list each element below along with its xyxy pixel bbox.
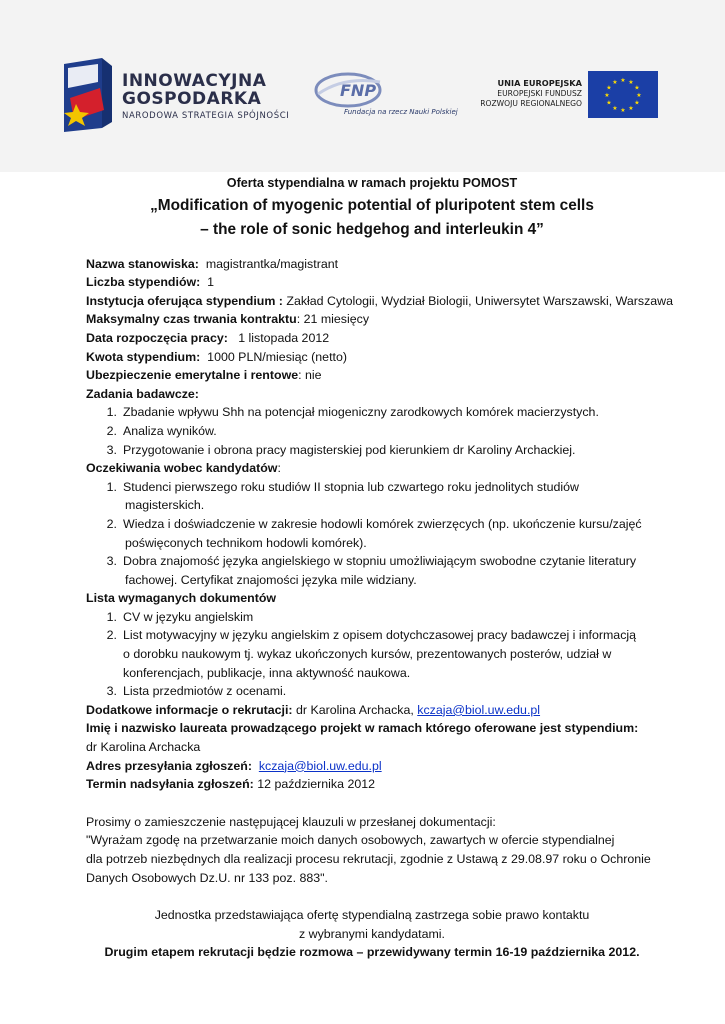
list-text: Zbadanie wpływu Shh na potencjał miogeniczny zarodkowych komórek macierzystych. bbox=[123, 405, 599, 420]
offer-title: Oferta stypendialna w ramach projektu POMOST bbox=[226, 176, 518, 190]
list-text: CV w języku angielskim bbox=[123, 609, 254, 624]
list-text: Przygotowanie i obrona pracy magisterskiej pod kierunkiem dr Karoliny Archackiej. bbox=[123, 442, 576, 457]
list-text-line: Studenci pierwszego roku studiów II stopnia lub czwartego roku jednolitych studiów bbox=[123, 479, 579, 494]
clause-line: "Wyrażam zgodę na przetwarzanie moich danych osobowych, zawartych w ofercie stypendialnej bbox=[86, 833, 615, 848]
list-item bbox=[86, 552, 658, 589]
field-start-date bbox=[86, 329, 658, 348]
field-deadline bbox=[86, 775, 658, 794]
fnp-logo bbox=[314, 70, 459, 122]
clause-line: Danych Osobowych Dz.U. nr 133 poz. 883". bbox=[86, 870, 329, 885]
position-label: Nazwa stanowiska: bbox=[86, 256, 199, 271]
svg-text:★: ★ bbox=[612, 79, 618, 86]
list-text-line: poświęconych technikom hodowli komórek). bbox=[125, 535, 367, 550]
list-text-line: fachowej. Certyfikat znajomości języka mile widziany. bbox=[125, 572, 417, 587]
position-value: magistrantka/magistrant bbox=[205, 256, 339, 271]
offer-document bbox=[86, 174, 674, 962]
fnp-abbr: FNP bbox=[340, 81, 377, 100]
expectations-list bbox=[86, 478, 658, 590]
clause-line: dla potrzeb niezbędnych dla realizacji procesu rekrutacji, zgodnie z Ustawą z 29.08.97 roku o Ochronie bbox=[86, 852, 651, 866]
list-text-line: Dobra znajomość języka angielskiego w stopniu umożliwiającym swobodne czytanie literatury bbox=[123, 554, 637, 569]
expectations-heading-suffix: : bbox=[277, 461, 281, 476]
duration-label: Maksymalny czas trwania kontraktu bbox=[86, 312, 297, 327]
svg-text:★: ★ bbox=[620, 77, 626, 84]
eu-logo-text bbox=[468, 78, 582, 110]
svg-text:★: ★ bbox=[604, 92, 610, 99]
list-number: 1. bbox=[106, 609, 117, 624]
list-number: 3. bbox=[106, 442, 117, 457]
tasks-heading: Zadania badawcze: bbox=[86, 386, 199, 401]
svg-text:★: ★ bbox=[634, 99, 640, 107]
list-item bbox=[86, 478, 658, 515]
list-number: 1. bbox=[106, 405, 117, 420]
field-address bbox=[86, 757, 658, 776]
field-institution bbox=[86, 292, 674, 311]
field-position bbox=[86, 255, 658, 274]
address-email-link[interactable]: kczaja@biol.uw.edu.pl bbox=[258, 758, 382, 773]
start-label: Data rozpoczęcia pracy: bbox=[86, 330, 228, 345]
svg-text:★: ★ bbox=[634, 84, 640, 92]
start-value: 1 listopada 2012 bbox=[238, 330, 330, 345]
list-number: 3. bbox=[106, 554, 117, 569]
list-number: 2. bbox=[106, 516, 117, 531]
count-label: Liczba stypendiów: bbox=[86, 275, 201, 290]
fnp-caption: Fundacja na rzecz Nauki Polskiej bbox=[344, 108, 458, 116]
svg-text:★: ★ bbox=[636, 92, 642, 99]
deadline-label: Termin nadsyłania zgłoszeń: bbox=[86, 777, 254, 792]
institution-value: Zakład Cytologii, Wydział Biologii, Uniwersytet Warszawski, Warszawa bbox=[286, 293, 674, 308]
list-number: 2. bbox=[106, 423, 117, 438]
count-value: 1 bbox=[207, 275, 215, 290]
list-text-line: o dorobku naukowym tj. wykaz ukończonych kursów, prezentowanych posterów, udział w bbox=[123, 647, 612, 662]
amount-value: 1000 PLN/miesiąc (netto) bbox=[207, 349, 347, 364]
eu-flag-icon bbox=[588, 71, 658, 118]
ig-logo-line2: GOSPODARKA bbox=[122, 89, 262, 109]
list-text: Analiza wyników. bbox=[123, 423, 217, 438]
documents-heading: Lista wymaganych dokumentów bbox=[86, 591, 277, 606]
deadline-value: 12 października 2012 bbox=[257, 777, 376, 792]
list-number: 1. bbox=[106, 479, 117, 494]
footer-interview-note: Drugim etapem rekrutacji będzie rozmowa – przewidywany termin 16-19 października 2012. bbox=[104, 945, 640, 960]
footer-line: Jednostka przedstawiająca ofertę stypendialną zastrzega sobie prawo kontaktu bbox=[154, 908, 590, 923]
info-email-link[interactable]: kczaja@biol.uw.edu.pl bbox=[417, 702, 541, 717]
list-text-line: List motywacyjny w języku angielskim z opisem dotychczasowej pracy badawczej i informacją bbox=[123, 628, 637, 643]
svg-text:★: ★ bbox=[606, 84, 612, 92]
project-title-line1: „Modification of myogenic potential of pluripotent stem cells bbox=[150, 196, 594, 214]
svg-text:★: ★ bbox=[628, 79, 634, 86]
list-item bbox=[86, 515, 658, 552]
duration-value: : 21 miesięcy bbox=[296, 312, 370, 327]
info-label: Dodatkowe informacje o rekrutacji: bbox=[86, 702, 293, 717]
amount-label: Kwota stypendium: bbox=[86, 349, 201, 364]
documents-list bbox=[86, 608, 658, 701]
leader-label: Imię i nazwisko laureata prowadzącego projekt w ramach którego oferowane jest stypendium: bbox=[86, 721, 639, 736]
eu-logo-line2: EUROPEJSKI FUNDUSZ bbox=[497, 88, 582, 98]
list-text-line: magisterskich. bbox=[125, 498, 205, 513]
expectations-heading-row bbox=[86, 459, 658, 478]
clause-intro: Prosimy o zamieszczenie następującej klauzuli w przesłanej dokumentacji: bbox=[86, 814, 496, 829]
expectations-heading: Oczekiwania wobec kandydatów bbox=[86, 461, 278, 476]
eu-logo-line3: ROZWOJU REGIONALNEGO bbox=[480, 99, 582, 108]
logo-header bbox=[0, 0, 725, 172]
list-text: Lista przedmiotów z ocenami. bbox=[123, 684, 287, 699]
field-duration bbox=[86, 310, 658, 329]
svg-text:★: ★ bbox=[620, 107, 626, 114]
eu-logo-line1: UNIA EUROPEJSKA bbox=[497, 78, 582, 88]
list-text-line: konferencjach, publikacje, inna aktywność naukowa. bbox=[123, 665, 411, 680]
list-number: 3. bbox=[106, 684, 117, 699]
field-count bbox=[86, 273, 658, 292]
fnp-swoosh-icon bbox=[314, 70, 459, 110]
info-value: dr Karolina Archacka, bbox=[296, 702, 418, 717]
insurance-value: : nie bbox=[298, 368, 322, 383]
leader-value: dr Karolina Archacka bbox=[86, 740, 201, 755]
project-title-line2: – the role of sonic hedgehog and interleukin 4” bbox=[200, 220, 544, 238]
institution-label: Instytucja oferująca stypendium : bbox=[86, 293, 283, 308]
list-item bbox=[86, 608, 658, 627]
list-number: 2. bbox=[106, 628, 117, 643]
tasks-list bbox=[86, 403, 658, 459]
address-label: Adres przesyłania zgłoszeń: bbox=[86, 758, 252, 773]
svg-text:★: ★ bbox=[612, 105, 618, 112]
list-item bbox=[86, 403, 658, 422]
list-item bbox=[86, 682, 658, 701]
ig-flag-mark-icon bbox=[60, 58, 116, 132]
footer-line: z wybranymi kandydatami. bbox=[299, 926, 445, 941]
ig-logo-line3: NARODOWA STRATEGIA SPÓJNOŚCI bbox=[122, 111, 290, 121]
svg-text:★: ★ bbox=[606, 99, 612, 107]
field-amount bbox=[86, 348, 658, 367]
field-additional-info bbox=[86, 701, 658, 720]
ig-logo-line1: INNOWACYJNA bbox=[122, 71, 267, 91]
innowacyjna-gospodarka-logo bbox=[60, 58, 290, 132]
field-insurance bbox=[86, 366, 658, 385]
list-item bbox=[86, 422, 658, 441]
insurance-label: Ubezpieczenie emerytalne i rentowe bbox=[86, 368, 299, 383]
list-item bbox=[86, 626, 658, 682]
list-item bbox=[86, 441, 658, 460]
svg-text:★: ★ bbox=[628, 105, 634, 112]
list-text-line: Wiedza i doświadczenie w zakresie hodowli komórek zwierzęcych (np. ukończenie kursu/zajęć bbox=[123, 516, 642, 531]
